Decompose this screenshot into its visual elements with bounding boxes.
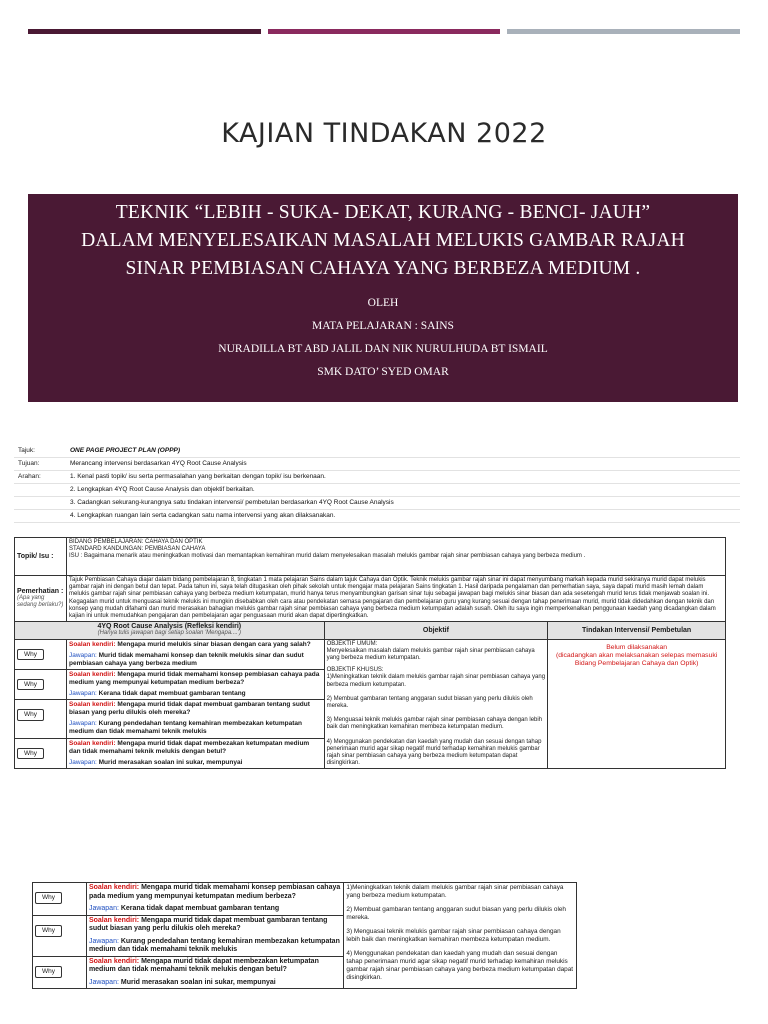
topik-content: BIDANG PEMBELAJARAN: CAHAYA DAN OPTIK STANDARD KANDUNGAN: PEMBIASAN CAHAYA ISU : Bagaimana menarik atau meningkatkan motivasi dan memantapkan kemahiran murid dalam menyelesaikan masalah melukis gambar rajah sinar pembiasan cahaya yang berbeza medium . — [66, 538, 725, 576]
banner-authors: NURADILLA BT ABD JALIL DAN NIK NURULHUDA BT ISMAIL — [218, 343, 548, 355]
why-cell — [33, 956, 87, 989]
objektif-content: OBJEKTIF UMUM: Menyelesaikan masalah dalam melukis gambar rajah sinar pembiasan cahaya yang berbeza medium ketumpatan. OBJEKTIF KHUSUS: 1)Meningkatkan teknik dalam melukis gambar rajah sinar pembiasan cahaya yang berbeza medium ketumpatan. 2) Membuat gambaran tentang anggaran sudut biasan yang perlu dilukis oleh mereka. 3) Menguasai teknik melukis gambar rajah sinar pembiasan cahaya dengan lebih baik dan meningkatkan kemahiran membeza ketumpatan medium. 4) Menggunakan pendekatan dan kaedah yang mudah dan sesuai dengan tahap penerimaan murid agar sikap negatif murid terhadap kemahiran melukis gambar rajah sinar pembiasan cahaya yang berbeza medium ketumpatan dapat disingkirkan. — [324, 639, 548, 769]
banner-title-line-2: DALAM MENYELESAIKAN MASALAH MELUKIS GAMBAR RAJAH — [81, 230, 685, 251]
why-button[interactable]: Why — [35, 966, 62, 978]
why-button[interactable]: Why — [35, 892, 62, 904]
banner-school: SMK DATO’ SYED OMAR — [317, 366, 449, 378]
arahan-item: 1. Kenal pasti topik/ isu serta permasalahan yang berkaitan dengan topik/ isu berkenaan. — [70, 473, 326, 480]
accent-bar-grey — [507, 29, 740, 34]
why-row-1 — [15, 639, 726, 669]
why-button[interactable]: Why — [17, 649, 44, 660]
why-cell — [15, 670, 67, 700]
pemerhatian-row — [15, 576, 726, 622]
arahan-item: 2. Lengkapkan 4YQ Root Cause Analysis dan objektif berkaitan. — [70, 486, 255, 493]
arahan-item: 3. Cadangkan sekurang-kurangnya satu tindakan intervensi/ pembetulan berdasarkan 4YQ Root Cause Analysis — [70, 499, 394, 506]
accent-bar-plum — [268, 29, 500, 34]
topik-label: Topik/ Isu : — [15, 538, 67, 576]
pemerhatian-label-cell: Pemerhatian : (Apa yang sedang berlaku?) — [15, 576, 67, 622]
table-header-row — [15, 622, 726, 639]
oppp-table-zoom — [32, 882, 577, 989]
rca-header: 4YQ Root Cause Analysis (Refleksi kendiri) (Hanya tulis jawapan bagi setiap soalan 'Mengapa....') — [15, 622, 325, 639]
sheet-row-arahan-1 — [14, 471, 740, 484]
oppp-spreadsheet — [14, 445, 740, 855]
tujuan-label: Tujuan: — [18, 460, 40, 467]
sheet-row-arahan-2 — [14, 484, 740, 497]
top-accent-bars — [28, 29, 740, 34]
slide-title: KAJIAN TINDAKAN 2022 — [221, 118, 547, 149]
sheet-row-tujuan — [14, 458, 740, 471]
sheet-row-arahan-3 — [14, 497, 740, 510]
title-banner — [28, 194, 738, 402]
why-cell — [33, 915, 87, 956]
banner-oleh: OLEH — [367, 297, 399, 309]
oppp-table — [14, 537, 726, 769]
banner-title-line-1: TEKNIK “LEBIH - SUKA- DEKAT, KURANG - BENCI- JAUH” — [115, 202, 651, 223]
accent-bar-dark — [28, 29, 261, 34]
why-content: Soalan kendiri: Mengapa murid tidak dapat membezakan ketumpatan medium dan tidak memahami teknik melukis dengan betul? Jawapan: Murid merasakan soalan ini sukar, mempunyai — [66, 739, 324, 769]
sheet-row-tajuk — [14, 445, 740, 458]
why-content: Soalan kendiri: Mengapa murid tidak dapat membezakan ketumpatan medium dan tidak memahami teknik melukis dengan betul? Jawapan: Murid merasakan soalan ini sukar, mempunyai — [86, 956, 343, 989]
tajuk-label: Tajuk: — [18, 447, 35, 454]
tindakan-content: Belum dilaksanakan (dicadangkan akan melaksanakan selepas memasuki Bidang Pembelajaran Cahaya dan Optik) — [548, 639, 726, 769]
pemerhatian-text: Tajuk Pembiasan Cahaya diajar dalam bidang pembelajaran 8, tingkatan 1 mata pelajaran Sains dalam tajuk Cahaya dan Optik. Teknik melukis gambar rajah sinar ini dapat menyumbang markah kepada murid sekiranya murid dapat melukis gambar rajah ini dengan betul dan tepat. Pada tahun ini, saya telah ditugaskan oleh pihak sekolah untuk mengajar mata pelajaran Sains tingkatan 1. Hasil daripada pengalaman dan pemerhatian saya, saya dapati murid masih lemah dalam melukis gambar rajah sinar pembiasan cahaya yang berbeza medium ketumpatan, murid hanya terus menyambungkan garisan sinar tuju sebagai jawapan bagi melukis sinar biasan dan ada sesetengah murid terus tidak menjawab soalan ini. Kegagalan murid untuk menguasai teknik melukis ini mungkin disebabkan oleh cara atau pendekatan semasa pengajaran dan pembelajaran guru yang kurang sesuai dengan tahap penerimaan murid, murid tidak didedahkan dengan teknik dan konsep yang mudah difahami dan murid merasakan bahagian melukis gambar rajah sinar pembiasan cahaya yang berbeza medium ketumpatan adalah susah. Oleh itu saya ingin memperkenalkan penggunaan kaedah yang dicadangkan dalam kajian ini untuk memudahkan pengajaran dan pembelajaran agar penguasaan murid akan dapat dipertingkatkan. — [66, 576, 725, 622]
banner-subject: MATA PELAJARAN : SAINS — [312, 320, 454, 332]
tujuan-value: Merancang intervensi berdasarkan 4YQ Root Cause Analysis — [70, 460, 247, 467]
why-cell — [33, 883, 87, 916]
arahan-label: Arahan: — [18, 473, 41, 480]
topik-row — [15, 538, 726, 576]
tajuk-value: ONE PAGE PROJECT PLAN (OPPP) — [70, 447, 181, 454]
why-button[interactable]: Why — [35, 925, 62, 937]
zoom-objektif-content: 1)Meningkatkan teknik dalam melukis gambar rajah sinar pembiasan cahaya yang berbeza medium ketumpatan. 2) Membuat gambaran tentang anggaran sudut biasan yang perlu dilukis oleh mereka. 3) Menguasai teknik melukis gambar rajah sinar pembiasan cahaya dengan lebih baik dan meningkatkan kemahiran membeza ketumpatan medium. 4) Menggunakan pendekatan dan kaedah yang mudah dan sesuai dengan tahap penerimaan murid agar sikap negatif murid terhadap kemahiran melukis gambar rajah sinar pembiasan cahaya yang berbeza medium ketumpatan dapat disingkirkan. — [344, 883, 577, 989]
why-content: Soalan kendiri: Mengapa murid tidak dapat membuat gambaran tentang sudut biasan yang perlu dilukis oleh mereka? Jawapan: Kurang pendedahan tentang kemahiran membezakan ketumpatan medium dan tidak memahami teknik melukis — [66, 700, 324, 739]
why-cell — [15, 700, 67, 739]
tindakan-header: Tindakan Intervensi/ Pembetulan — [548, 622, 726, 639]
why-button[interactable]: Why — [17, 709, 44, 720]
why-content: Soalan kendiri: Mengapa murid tidak memahami konsep pembiasan cahaya pada medium yang mempunyai ketumpatan medium berbeza? Jawapan: Kerana tidak dapat membuat gambaran tentang — [86, 883, 343, 916]
why-content: Soalan kendiri: Mengapa murid tidak dapat membuat gambaran tentang sudut biasan yang perlu dilukis oleh mereka? Jawapan: Kurang pendedahan tentang kemahiran membezakan ketumpatan medium dan tidak memahami teknik melukis — [86, 915, 343, 956]
zoom-why-row-2 — [33, 883, 577, 916]
why-button[interactable]: Why — [17, 748, 44, 759]
banner-title-line-3: SINAR PEMBIASAN CAHAYA YANG BERBEZA MEDIUM . — [125, 258, 641, 279]
objektif-header: Objektif — [324, 622, 548, 639]
why-button[interactable]: Why — [17, 679, 44, 690]
sheet-row-arahan-4 — [14, 510, 740, 523]
oppp-spreadsheet-zoom — [14, 878, 740, 1024]
why-content: Soalan kendiri: Mengapa murid tidak memahami konsep pembiasan cahaya pada medium yang mempunyai ketumpatan medium berbeza? Jawapan: Kerana tidak dapat membuat gambaran tentang — [66, 670, 324, 700]
why-cell — [15, 639, 67, 669]
why-content: Soalan kendiri: Mengapa murid melukis sinar biasan dengan cara yang salah? Jawapan: Murid tidak memahami konsep dan teknik melukis sinar dan sudut pembiasan cahaya yang berbeza medium — [66, 639, 324, 669]
arahan-item: 4. Lengkapkan ruangan lain serta cadangkan satu nama intervensi yang akan dilaksanakan. — [70, 512, 336, 519]
why-cell — [15, 739, 67, 769]
